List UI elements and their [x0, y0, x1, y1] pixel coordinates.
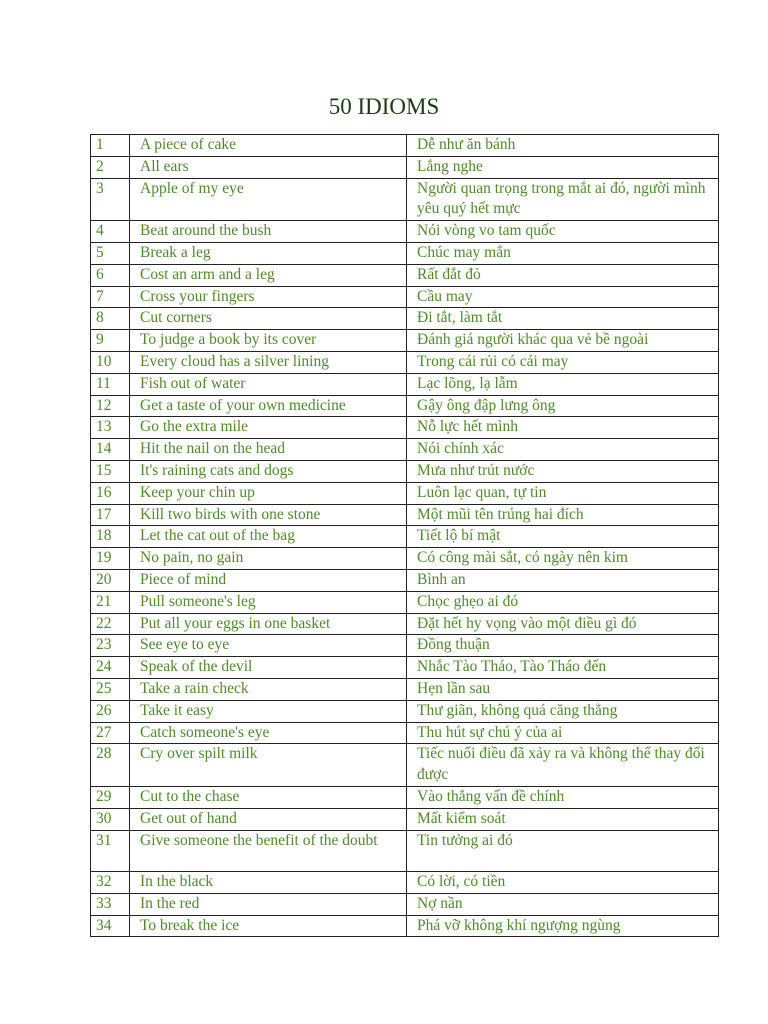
table-row	[91, 504, 719, 526]
table-row	[91, 893, 719, 915]
idiom-english: Speak of the devil	[130, 657, 407, 679]
table-row	[91, 526, 719, 548]
idiom-number: 3	[91, 178, 130, 221]
idiom-number: 23	[91, 635, 130, 657]
idiom-number: 29	[91, 786, 130, 808]
idiom-number: 32	[91, 872, 130, 894]
idiom-vietnamese: Có lời, có tiền	[407, 872, 719, 894]
idiom-number: 33	[91, 893, 130, 915]
idiom-number: 19	[91, 548, 130, 570]
idiom-english: Take it easy	[130, 700, 407, 722]
idiom-vietnamese: Tiết lộ bí mật	[407, 526, 719, 548]
table-row	[91, 635, 719, 657]
idiom-vietnamese: Nhắc Tào Tháo, Tào Tháo đến	[407, 657, 719, 679]
idiom-number: 7	[91, 286, 130, 308]
idiom-vietnamese: Hẹn lần sau	[407, 678, 719, 700]
idiom-vietnamese: Mất kiểm soát	[407, 808, 719, 830]
idiom-number: 21	[91, 591, 130, 613]
idiom-vietnamese: Nói chính xác	[407, 439, 719, 461]
idiom-number: 26	[91, 700, 130, 722]
idiom-vietnamese: Dễ như ăn bánh	[407, 135, 719, 157]
idiom-vietnamese: Chọc ghẹo ai đó	[407, 591, 719, 613]
idiom-number: 17	[91, 504, 130, 526]
table-row	[91, 830, 719, 872]
idiom-number: 15	[91, 460, 130, 482]
idiom-vietnamese: Luôn lạc quan, tự tin	[407, 482, 719, 504]
table-row	[91, 460, 719, 482]
idiom-number: 20	[91, 569, 130, 591]
idiom-vietnamese: Đồng thuận	[407, 635, 719, 657]
idiom-number: 1	[91, 135, 130, 157]
idiom-number: 22	[91, 613, 130, 635]
idiom-vietnamese: Phá vỡ không khí ngượng ngùng	[407, 915, 719, 937]
idiom-number: 8	[91, 308, 130, 330]
idiom-vietnamese: Đặt hết hy vọng vào một điều gì đó	[407, 613, 719, 635]
idiom-vietnamese: Nợ nần	[407, 893, 719, 915]
table-row	[91, 417, 719, 439]
idiom-english: Piece of mind	[130, 569, 407, 591]
idiom-number: 28	[91, 744, 130, 787]
table-row	[91, 569, 719, 591]
idiom-vietnamese: Mưa như trút nước	[407, 460, 719, 482]
table-row	[91, 178, 719, 221]
idiom-english: To break the ice	[130, 915, 407, 937]
idiom-english: All ears	[130, 156, 407, 178]
table-row	[91, 264, 719, 286]
idiom-english: Let the cat out of the bag	[130, 526, 407, 548]
idiom-vietnamese: Đi tắt, làm tắt	[407, 308, 719, 330]
idiom-number: 10	[91, 351, 130, 373]
idiom-english: Give someone the benefit of the doubt	[130, 830, 407, 872]
idiom-english: Cross your fingers	[130, 286, 407, 308]
table-row	[91, 373, 719, 395]
table-row	[91, 286, 719, 308]
table-row	[91, 678, 719, 700]
idiom-english: Put all your eggs in one basket	[130, 613, 407, 635]
idiom-vietnamese: Gậy ông đập lưng ông	[407, 395, 719, 417]
idiom-english: Every cloud has a silver lining	[130, 351, 407, 373]
table-row	[91, 135, 719, 157]
idiom-number: 9	[91, 330, 130, 352]
idiom-english: A piece of cake	[130, 135, 407, 157]
table-row	[91, 156, 719, 178]
idiom-vietnamese: Trong cái rủi có cái may	[407, 351, 719, 373]
table-row	[91, 722, 719, 744]
idiom-english: Cut corners	[130, 308, 407, 330]
idiom-english: Break a leg	[130, 242, 407, 264]
idiom-english: Get a taste of your own medicine	[130, 395, 407, 417]
idiom-vietnamese: Tin tưởng ai đó	[407, 830, 719, 872]
idioms-table-body	[91, 135, 719, 937]
idiom-english: Apple of my eye	[130, 178, 407, 221]
idiom-english: Take a rain check	[130, 678, 407, 700]
idiom-vietnamese: Một mũi tên trúng hai đích	[407, 504, 719, 526]
idiom-vietnamese: Lạc lõng, lạ lẫm	[407, 373, 719, 395]
idiom-number: 11	[91, 373, 130, 395]
idioms-table	[90, 134, 719, 937]
table-row	[91, 808, 719, 830]
table-row	[91, 548, 719, 570]
idiom-vietnamese: Bình an	[407, 569, 719, 591]
idiom-vietnamese: Có công mài sắt, có ngày nên kim	[407, 548, 719, 570]
table-row	[91, 591, 719, 613]
idiom-vietnamese: Người quan trọng trong mắt ai đó, người mình yêu quý hết mực	[407, 178, 719, 221]
idiom-english: Keep your chin up	[130, 482, 407, 504]
idiom-number: 2	[91, 156, 130, 178]
idiom-english: Go the extra mile	[130, 417, 407, 439]
table-row	[91, 915, 719, 937]
idiom-vietnamese: Chúc may mắn	[407, 242, 719, 264]
idiom-vietnamese: Tiếc nuối điều đã xảy ra và không thể thay đổi được	[407, 744, 719, 787]
table-row	[91, 395, 719, 417]
idiom-number: 31	[91, 830, 130, 872]
idiom-english: Beat around the bush	[130, 221, 407, 243]
idiom-number: 4	[91, 221, 130, 243]
idiom-vietnamese: Nói vòng vo tam quốc	[407, 221, 719, 243]
idiom-vietnamese: Thu hút sự chú ý của ai	[407, 722, 719, 744]
idiom-english: To judge a book by its cover	[130, 330, 407, 352]
idiom-english: It's raining cats and dogs	[130, 460, 407, 482]
idiom-english: Cost an arm and a leg	[130, 264, 407, 286]
idiom-number: 6	[91, 264, 130, 286]
idiom-vietnamese: Vào thẳng vấn đề chính	[407, 786, 719, 808]
idiom-english: Kill two birds with one stone	[130, 504, 407, 526]
page-title: 50 IDIOMS	[328, 94, 440, 119]
table-row	[91, 221, 719, 243]
idiom-number: 18	[91, 526, 130, 548]
idiom-number: 25	[91, 678, 130, 700]
idiom-english: Get out of hand	[130, 808, 407, 830]
idiom-english: Cut to the chase	[130, 786, 407, 808]
table-row	[91, 786, 719, 808]
table-row	[91, 351, 719, 373]
idiom-english: In the black	[130, 872, 407, 894]
table-row	[91, 872, 719, 894]
idiom-vietnamese: Đánh giá người khác qua vẻ bề ngoài	[407, 330, 719, 352]
idiom-number: 14	[91, 439, 130, 461]
idiom-number: 16	[91, 482, 130, 504]
idiom-english: Cry over spilt milk	[130, 744, 407, 787]
table-row	[91, 439, 719, 461]
idiom-number: 24	[91, 657, 130, 679]
idiom-vietnamese: Nỗ lực hết mình	[407, 417, 719, 439]
table-row	[91, 744, 719, 787]
idiom-english: Pull someone's leg	[130, 591, 407, 613]
table-row	[91, 242, 719, 264]
idiom-english: Hit the nail on the head	[130, 439, 407, 461]
idiom-vietnamese: Lắng nghe	[407, 156, 719, 178]
idiom-number: 12	[91, 395, 130, 417]
idiom-english: No pain, no gain	[130, 548, 407, 570]
idiom-english: In the red	[130, 893, 407, 915]
idiom-vietnamese: Thư giãn, không quá căng thẳng	[407, 700, 719, 722]
idiom-number: 5	[91, 242, 130, 264]
table-row	[91, 330, 719, 352]
idiom-number: 13	[91, 417, 130, 439]
idiom-english: Fish out of water	[130, 373, 407, 395]
table-row	[91, 657, 719, 679]
table-row	[91, 613, 719, 635]
table-row	[91, 482, 719, 504]
idiom-number: 34	[91, 915, 130, 937]
table-row	[91, 700, 719, 722]
idiom-number: 30	[91, 808, 130, 830]
table-row	[91, 308, 719, 330]
idiom-english: See eye to eye	[130, 635, 407, 657]
idiom-english: Catch someone's eye	[130, 722, 407, 744]
idiom-number: 27	[91, 722, 130, 744]
idiom-vietnamese: Rất đắt đỏ	[407, 264, 719, 286]
idiom-vietnamese: Cầu may	[407, 286, 719, 308]
